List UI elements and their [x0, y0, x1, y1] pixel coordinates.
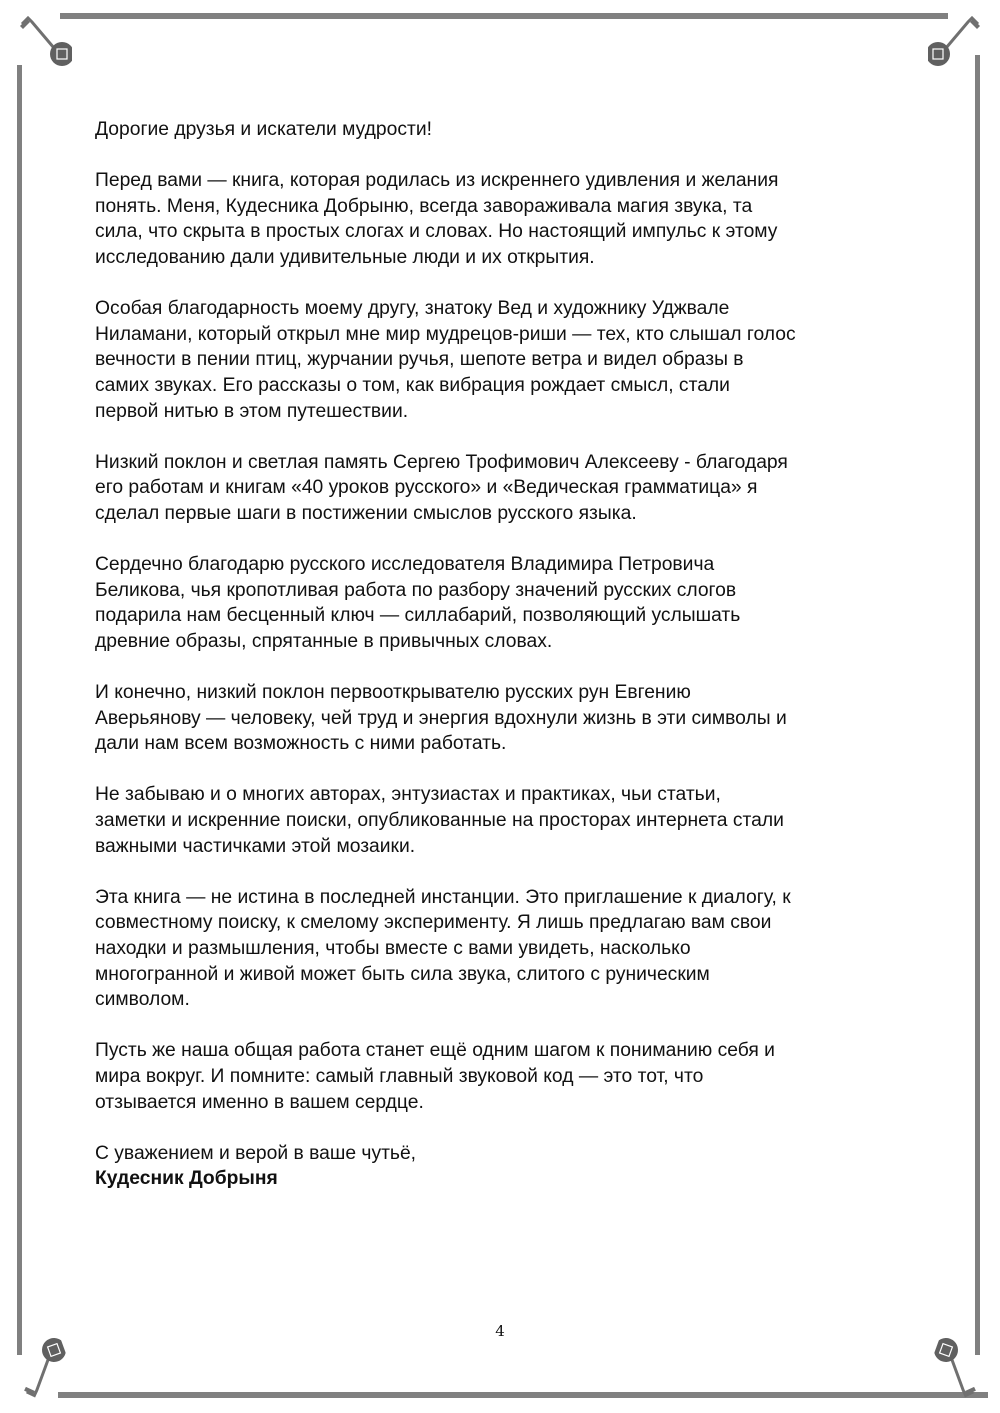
text-line: Ниламани, который открыл мне мир мудрецов-риши — тех, кто слышал голос — [95, 323, 796, 345]
text-line: Особая благодарность моему другу, знатоку Вед и художнику Уджвале — [95, 298, 730, 320]
frame-bottom — [58, 1392, 988, 1398]
paragraph — [95, 552, 925, 654]
frame-right — [975, 55, 980, 1355]
text-line: сила, что скрыта в простых слогах и словах. Но настоящий импульс к этому — [95, 221, 778, 243]
paragraph — [95, 885, 925, 1013]
key-ornament-icon — [928, 10, 988, 70]
text-line: Перед вами — книга, которая родилась из искреннего удивления и желания — [95, 170, 779, 192]
greeting: Дорогие друзья и искатели мудрости! — [95, 119, 432, 140]
text-line: Аверьянову — человеку, чей труд и энергия вдохнули жизнь в эти символы и — [95, 707, 787, 729]
text-line: исследованию дали удивительные люди и их открытия. — [95, 246, 595, 268]
text-line: понять. Меня, Кудесника Добрыню, всегда завораживала магия звука, та — [95, 195, 753, 217]
text-line: дали нам всем возможность с ними работать. — [95, 733, 507, 755]
text-line: Эта книга — не истина в последней инстанции. Это приглашение к диалогу, к — [95, 886, 791, 908]
text-line: древние образы, спрятанные в привычных словах. — [95, 630, 553, 652]
text-line: И конечно, низкий поклон первооткрывателю русских рун Евгению — [95, 682, 691, 704]
key-ornament-icon — [12, 10, 72, 70]
text-line: находки и размышления, чтобы вместе с вами увидеть, насколько — [95, 938, 691, 959]
text-line: заметки и искренние поиски, опубликованные на просторах интернета стали — [95, 810, 784, 832]
text-line: сделал первые шаги в постижении смыслов русского языка. — [95, 502, 637, 524]
text-line: Беликова, чья кропотливая работа по разбору значений русских слогов — [95, 579, 737, 601]
text-line: совместному поиску, к смелому эксперименту. Я лишь предлагаю вам свои — [95, 912, 772, 934]
page-number: 4 — [495, 1322, 505, 1340]
paragraph — [95, 296, 925, 424]
letter-body — [95, 117, 925, 1192]
text-line: отзывается именно в вашем сердце. — [95, 1091, 424, 1113]
paragraph — [95, 782, 925, 859]
text-line: подарила нам бесценный ключ — силлабарий, позволяющий услышать — [95, 605, 741, 627]
text-line: Сердечно благодарю русского исследователя Владимира Петровича — [95, 554, 715, 576]
text-line: первой нитью в этом путешествии. — [95, 400, 409, 422]
text-line: вечности в пении птиц, журчании ручья, шепоте ветра и видел образы в — [95, 349, 744, 371]
text-line: символом. — [95, 989, 190, 1011]
closing-block — [95, 1141, 925, 1192]
text-line: мира вокруг. И помните: самый главный звуковой код — это тот, что — [95, 1065, 704, 1087]
text-line: Низкий поклон и светлая память Сергею Трофимович Алексееву - благодаря — [95, 451, 788, 473]
text-line: важными частичками этой мозаики. — [95, 835, 416, 857]
closing: С уважением и верой в ваше чутьё, — [95, 1142, 417, 1164]
frame-top — [60, 13, 948, 19]
text-line: самих звуках. Его рассказы о том, как вибрация рождает смысл, стали — [95, 374, 730, 396]
frame-left — [17, 65, 22, 1355]
paragraph — [95, 450, 925, 527]
text-line: многогранной и живой может быть сила звука, слитого с руническим — [95, 963, 710, 985]
text-line: его работам и книгам «40 уроков русского» и «Ведическая грамматица» я — [95, 477, 758, 499]
paragraph — [95, 1038, 925, 1115]
text-line: Пусть же наша общая работа станет ещё одним шагом к пониманию себя и — [95, 1040, 775, 1062]
paragraph — [95, 168, 925, 270]
text-line: Не забываю и о многих авторах, энтузиастах и практиках, чьи статьи, — [95, 784, 721, 806]
paragraph — [95, 680, 925, 757]
signature: Кудесник Добрыня — [95, 1168, 278, 1190]
